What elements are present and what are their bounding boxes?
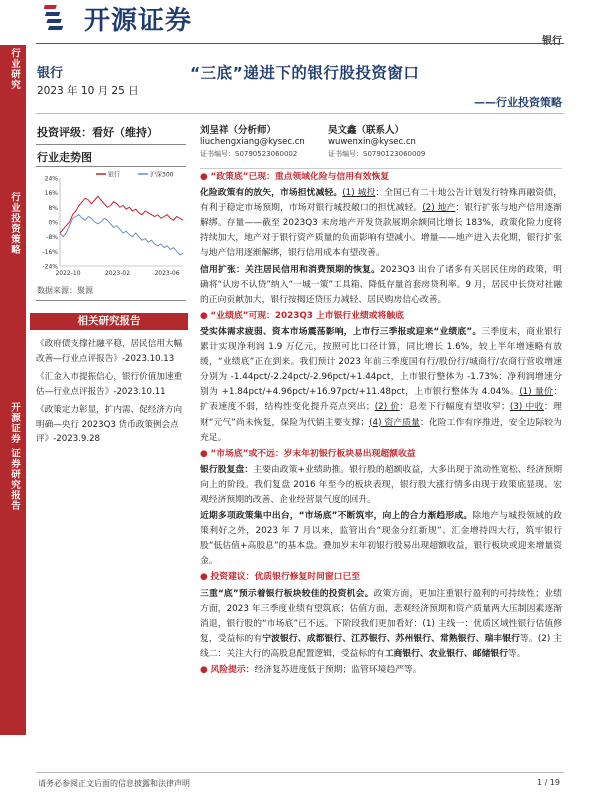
author-name: 吴文鑫（联系人）	[328, 125, 405, 136]
x-tick-label: 2023-06	[154, 270, 180, 277]
trend-rule	[36, 166, 186, 167]
y-tick-label: -16%	[42, 248, 58, 256]
page-number: 1 / 19	[536, 778, 560, 787]
investment-rating: 投资评级：看好（维持）	[37, 126, 158, 139]
legend-label: 沪深300	[150, 171, 174, 179]
author-license: 证书编号：S0790523060002	[200, 150, 298, 158]
section-heading: ● “业绩底”可现：2023Q3 上市银行业绩或将触底	[200, 310, 404, 321]
y-tick-label: 16%	[44, 190, 58, 198]
report-date: 2023 年 10 月 25 日	[37, 85, 139, 97]
header-rule	[36, 43, 564, 44]
legend-label: 银行	[108, 171, 121, 179]
author-1	[200, 122, 305, 160]
related-report-item[interactable]: 《政府债支撑社融平稳，居民信用大幅改善—行业点评报告》-2023.10.13	[36, 339, 183, 364]
title-divider	[36, 113, 564, 114]
paragraph: 信用扩张：关注居民信用和消费预期的恢复。2023Q3 出台了诸多有关居民住房的政策，明确将“认房不认贷”纳入“一城一策”工具箱、降低存量首套房贷利率。9 月，居民中长贷对社融的正向贡献加大，银行按揭还贷压力减轻、居民购房信心改善。	[200, 264, 562, 305]
trend-chart	[36, 170, 186, 280]
report-subtitle: ——行业投资策略	[474, 96, 562, 109]
source-rule	[36, 300, 186, 301]
related-report-item[interactable]: 《政策定力彰显，扩内需、促经济方向明确—央行 2023Q3 货币政策例会点评》-2023.9.28	[36, 405, 183, 444]
author-license: 证书编号：S0790123060009	[328, 150, 426, 158]
footer-disclaimer: 请务必参阅正文后面的信息披露和法律声明	[38, 779, 190, 788]
paragraph: 化险政策有的放矢，市场担忧减轻。(1) 城投：全国已有二十地公告计划发行特殊再融资债，有利于稳定市场预期，市场对银行城投敞口的担忧减轻。(2) 地产：银行扩张与地产信用逐渐解绑。存量——截至 2023Q3 末房地产开发贷款展期余额同比增长 183%，政策化险力度将持续加大，地产对于银行资产质量的负面影响有望减小。增量——地产进入去化期，银行扩张与地产信用逐渐解绑，银行信用成本有望改善。	[200, 188, 562, 259]
paragraph: 受实体需求疲弱、资本市场震荡影响，上市行三季报或迎来“业绩底”。三季度末，商业银行累计实现净利润 1.9 万亿元，按照可比口径计算，同比增长 1.6%，较上半年增速略有放缓，“业绩底”正在到来。我们预计 2023 年前三季度国有行/股份行/城商行/农商行营收增速分别为 -1.44pct/-2.24pct/-2.96pct/+1.44pct，上市银行整体为 -1.73%；净利润增速分别为 +1.84pct/+4.96pct/+16.97pct/+11.48pct，上市银行整体为 4.04%。(1) 量价：扩表速度不弱，结构性变化提升亮点突出；(2) 价：息差下行幅度有望收窄；(3) 中收：理财“元气”尚未恢复，保险为代销主要支撑；(4) 资产质量：化险工作有序推进，安全边际较为充足。	[200, 326, 563, 443]
author-name: 刘呈祥（分析师）	[200, 125, 277, 136]
related-reports-list	[36, 337, 188, 451]
footer-rule	[36, 772, 564, 773]
paragraph: 三重“底”预示着银行板块较佳的投资机会。政策方面，更加注重银行盈利的可持续性；业绩方面，2023 年三季度业绩有望筑底；估值方面，悲观经济预期和资产质量两大压制因素逐渐消退，银行股的“市场底”已不远。下阶段我们更加看好：(1) 主线一：优质区域性银行估值修复，受益标的有宁波银行、成都银行、江苏银行、苏州银行、常熟银行、瑞丰银行等。(2) 主线二：关注大行的高股息配置逻辑，受益标的有工商银行、农业银行、邮储银行等。	[200, 588, 562, 659]
logo-icon	[44, 2, 78, 32]
y-tick-label: 0%	[48, 219, 58, 227]
x-tick-label: 2023-02	[104, 270, 131, 277]
related-report-item[interactable]: 《汇金入市提振信心，银行价值加速重估—行业点评报告》-2023.10.11	[36, 372, 183, 397]
y-tick-label: -24%	[42, 263, 58, 271]
sidebar-label-mid: 行业投资策略	[9, 192, 20, 255]
sidebar-label-top: 行业研究	[9, 48, 20, 90]
author-divider	[200, 168, 562, 169]
author-email[interactable]: liuchengxiang@kysec.cn	[200, 137, 305, 147]
y-tick-label: -8%	[46, 234, 58, 242]
trend-heading: 行业走势图	[37, 151, 92, 164]
author-email[interactable]: wuwenxin@kysec.cn	[328, 137, 416, 147]
risk-line: ● 风险提示：经济复苏进度低于预期；监管环境趋严等。	[200, 665, 422, 675]
rating-rule	[36, 144, 186, 145]
y-tick-label: 8%	[48, 204, 58, 212]
paragraph: 近期多项政策集中出台，“市场底”不断筑牢，向上的合力渐趋形成。除地产与城投领域的政策利好之外，2023 年 7 月以来，监管出台“现金分红新规”、汇金增持四大行，筑牢银行股“低估值+高股息”的基本盘。叠加岁末年初银行股易出现超额收益，银行板块或迎来增量资金。	[200, 511, 562, 567]
sidebar-label-bottom: 开源证券 证券研究报告	[9, 402, 20, 512]
industry-label: 银行	[37, 66, 64, 81]
header-section-label: 银行	[542, 36, 562, 47]
x-tick-label: 2022-10	[55, 270, 81, 277]
y-tick-label: 24%	[44, 175, 58, 183]
section-heading: ● 投资建议：优质银行修复时间窗口已至	[200, 572, 361, 583]
logo-text: 开源证券	[84, 6, 193, 36]
section-heading: ● “市场底”或不远：岁末年初银行板块易出现超额收益	[200, 448, 416, 459]
author-2	[328, 122, 425, 160]
paragraph: 银行股复盘：主要由政策+业绩助推。银行股的超额收益，大多出现于流动性宽松、经济预期向上的阶段。我们复盘 2016 年至今的板块表现，银行股大涨行情多由现于政策底显现、宏观经济预期的改善、企业经营景气度的回升。	[200, 464, 562, 505]
section-heading: ● “政策底”已现：重点领域化险与信用有效恢复	[200, 172, 390, 182]
main-body	[200, 170, 562, 679]
related-reports-header: 相关研究报告	[30, 313, 188, 330]
report-title: “三底”递进下的银行股投资窗口	[190, 64, 420, 82]
data-source: 数据来源：聚源	[37, 286, 93, 295]
series-line-1	[60, 215, 183, 255]
sidebar-stripe	[0, 45, 26, 735]
